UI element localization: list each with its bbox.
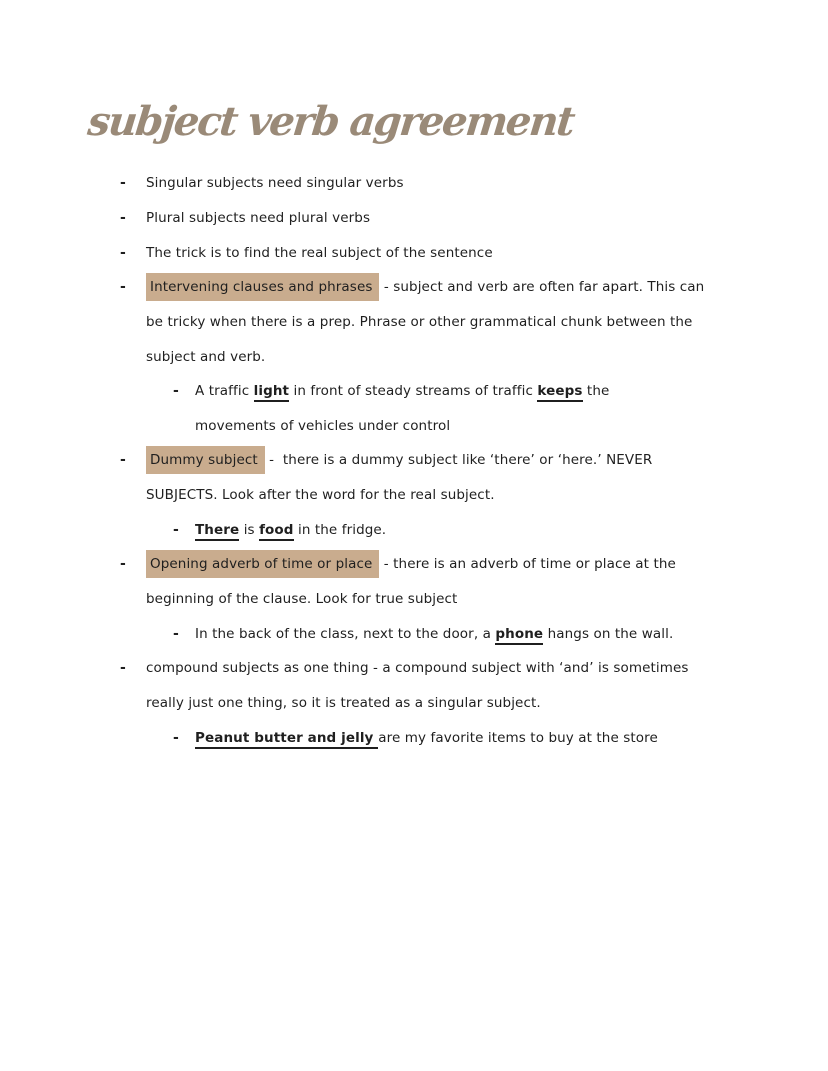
line-content [195, 418, 450, 434]
note-line [0, 443, 828, 478]
line-content [146, 245, 493, 261]
note-line [0, 235, 828, 270]
line-content [146, 695, 541, 711]
bullet-dash: - [173, 521, 179, 538]
note-line [0, 408, 828, 443]
text-segment: - there is an adverb of time or place at the [379, 556, 676, 573]
note-line [0, 651, 828, 686]
bullet-dash: - [120, 244, 126, 261]
note-line [0, 201, 828, 236]
text-segment: be tricky when there is a prep. Phrase or other grammatical chunk between the [146, 313, 693, 330]
note-line [0, 478, 828, 513]
line-content [195, 730, 658, 746]
text-segment: is [239, 521, 260, 538]
bullet-dash: - [120, 556, 126, 573]
note-line [0, 720, 828, 755]
text-segment: beginning of the clause. Look for true subject [146, 591, 458, 607]
note-line [0, 547, 828, 582]
text-segment: SUBJECTS. Look after the word for the real subject. [146, 487, 495, 504]
line-content [195, 522, 386, 538]
text-segment: movements of vehicles under control [195, 417, 451, 434]
bullet-dash: - [120, 209, 126, 226]
line-content [146, 556, 676, 572]
page-title: subject verb agreement [85, 98, 576, 145]
text-segment: in the fridge. [293, 521, 387, 538]
bullet-dash: - [120, 452, 126, 469]
text-segment: compound subjects as one thing - a compound subject with ‘and’ is sometimes [146, 660, 689, 677]
bullet-dash: - [173, 625, 179, 642]
text-segment: are my favorite items to buy at the store [378, 729, 658, 746]
text-segment: - subject and verb are often far apart. This can [379, 279, 705, 296]
line-content [195, 626, 673, 642]
text-segment: A traffic [195, 383, 254, 400]
bullet-dash: - [173, 383, 179, 400]
note-line [0, 582, 828, 617]
text-segment: hangs on the wall. [543, 625, 674, 642]
note-line [0, 686, 828, 721]
line-content [146, 452, 652, 468]
bullet-dash: - [120, 175, 126, 192]
notes-list [0, 166, 828, 755]
bullet-dash: - [173, 729, 179, 746]
line-content [146, 314, 692, 330]
note-line [0, 166, 828, 201]
note-line [0, 270, 828, 305]
text-segment: really just one thing, so it is treated as a singular subject. [146, 694, 541, 711]
highlighted-term: Opening adverb of time or place [146, 550, 379, 578]
highlighted-term: Dummy subject [146, 446, 265, 474]
line-content [146, 279, 704, 295]
emphasized-word: phone [495, 626, 543, 645]
note-line [0, 374, 828, 409]
emphasized-word: light [254, 383, 289, 402]
line-content [146, 487, 495, 503]
emphasized-word: Peanut butter and jelly [195, 730, 378, 749]
line-content [146, 660, 689, 676]
text-segment: The trick is to find the real subject of the sentence [146, 244, 493, 261]
note-line [0, 305, 828, 340]
emphasized-word: There [195, 522, 239, 541]
line-content [146, 175, 404, 191]
note-line [0, 339, 828, 374]
text-segment: the [582, 383, 610, 400]
line-content [195, 383, 609, 399]
line-content [146, 591, 457, 607]
highlighted-term: Intervening clauses and phrases [146, 273, 379, 301]
text-segment: in front of steady streams of traffic [289, 383, 538, 400]
text-segment: subject and verb. [146, 348, 266, 365]
text-segment: - there is a dummy subject like ‘there’ or ‘here.’ NEVER [264, 452, 653, 469]
note-line [0, 616, 828, 651]
text-segment: Singular subjects need singular verbs [146, 175, 404, 192]
text-segment: In the back of the class, next to the door, a [195, 625, 496, 642]
emphasized-word: keeps [537, 383, 582, 402]
bullet-dash: - [120, 279, 126, 296]
line-content [146, 210, 370, 226]
emphasized-word: food [259, 522, 294, 541]
text-segment: Plural subjects need plural verbs [146, 209, 371, 226]
bullet-dash: - [120, 660, 126, 677]
note-line [0, 512, 828, 547]
line-content [146, 349, 265, 365]
